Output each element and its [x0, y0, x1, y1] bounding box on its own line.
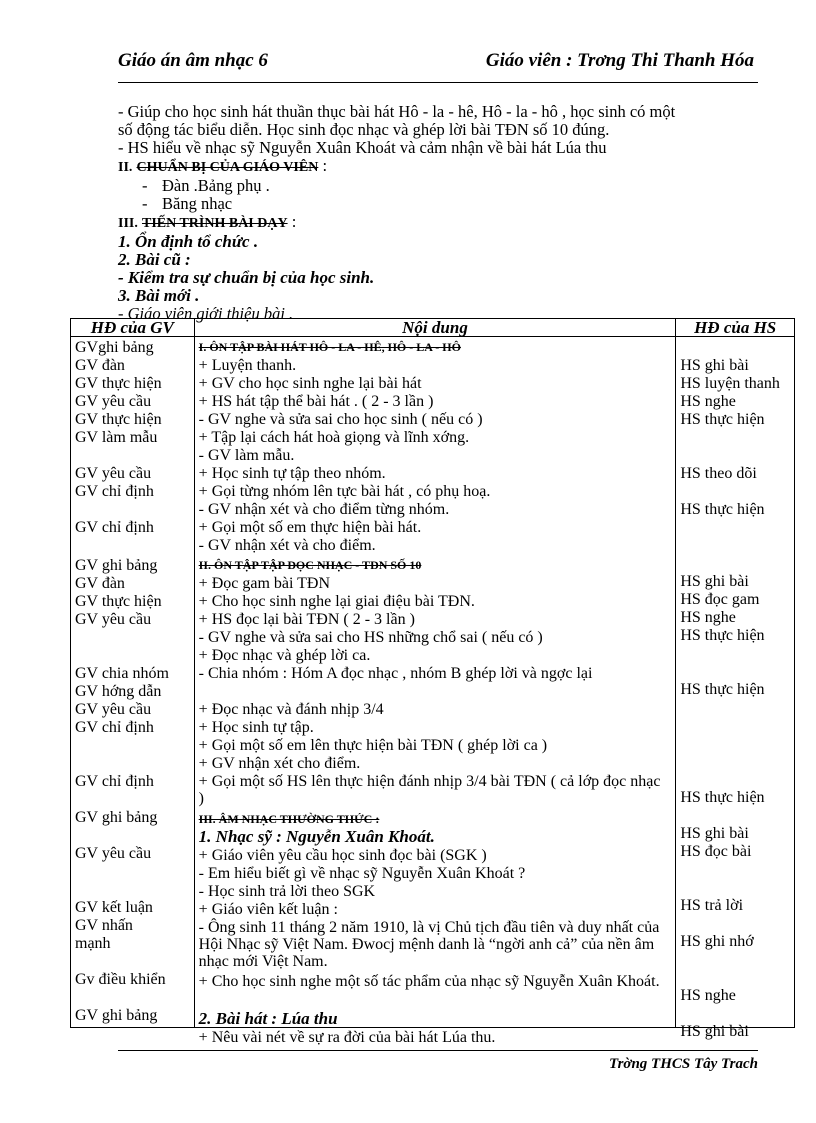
content-line: + Cho học sinh nghe lại giai điệu bài TĐN.: [198, 593, 475, 610]
gv-activity: GV thực hiện: [75, 411, 162, 428]
hs-activity: HS thực hiện: [680, 789, 765, 806]
hs-activity: HS thực hiện: [680, 411, 765, 428]
hs-activity: HS nghe: [680, 393, 736, 410]
gv-activity: GV kết luận: [75, 899, 153, 916]
content-line: + HS đọc lại bài TĐN ( 2 - 3 lần ): [198, 611, 415, 628]
section-heading: III. TIẾN TRÌNH BÀI DẠY :: [118, 212, 297, 231]
content-line: + Đọc nhạc và đánh nhịp 3/4: [198, 701, 384, 718]
intro-section: [118, 103, 758, 323]
gv-activity: GV ghi bảng: [75, 1007, 158, 1024]
hs-activity: HS thực hiện: [680, 627, 765, 644]
hs-activity: HS theo dõi: [680, 465, 757, 482]
gv-activity: GV chỉ định: [75, 519, 154, 536]
content-line: - GV nghe và sửa sai cho HS những chổ sai ( nếu có ): [198, 629, 543, 646]
content-line: + Học sinh tự tập theo nhóm.: [198, 465, 386, 482]
hs-activity: HS ghi nhớ: [680, 933, 754, 950]
hs-activity: HS thực hiện: [680, 681, 765, 698]
section2-title: CHUẨN BỊ CỦA GIÁO VIÊN: [136, 160, 319, 175]
table-row: [71, 337, 795, 1028]
gv-activity: GV chỉ định: [75, 773, 154, 790]
gv-activity: GV yêu cầu: [75, 465, 152, 482]
hs-activity: HS đọc bài: [680, 843, 752, 860]
hs-column: [676, 337, 795, 1040]
gv-activity: GV ghi bảng: [75, 557, 158, 574]
section-heading: II. CHUẨN BỊ CỦA GIÁO VIÊN :: [118, 156, 328, 175]
gv-activity: GV nhấn: [75, 917, 133, 934]
subsection-title: 1. Nhạc sỹ : Nguyễn Xuân Khoát.: [198, 827, 435, 846]
step-heading: 2. Bài cũ :: [118, 250, 191, 269]
gv-activity: GVghi bảng: [75, 339, 154, 356]
hs-activity: HS ghi bài: [680, 1023, 749, 1040]
intro-line: số động tác biểu diễn. Học sinh đọc nhạc và ghép lời bài TĐN số 10 đúng.: [118, 120, 610, 139]
gv-activity: GV chia nhóm: [75, 665, 169, 682]
content-line: + Tập lại cách hát hoà giọng và lĩnh xớng.: [198, 429, 470, 446]
hs-activity: HS đọc gam: [680, 591, 760, 608]
gv-activity: GV làm mẫu: [75, 429, 158, 446]
hs-activity: HS ghi bài: [680, 825, 749, 842]
table-header-row: [71, 319, 795, 337]
gv-activity: GV yêu cầu: [75, 611, 152, 628]
content-line: - GV làm mẫu.: [198, 447, 295, 464]
content-line: + Gọi một số em lên thực hiện bài TĐN ( ghép lời ca ): [198, 737, 548, 754]
column-header-gv: HĐ của GV: [71, 319, 195, 337]
hs-activity: HS nghe: [680, 609, 736, 626]
gv-activity: GV chỉ định: [75, 483, 154, 500]
gv-activity: GV đàn: [75, 357, 125, 374]
gv-activity: GV yêu cầu: [75, 845, 152, 862]
hs-activity: HS nghe: [680, 987, 736, 1004]
step-heading: 1. Ổn định tổ chức .: [118, 232, 259, 251]
gv-activity: GV đàn: [75, 575, 125, 592]
lesson-table: [70, 318, 795, 1046]
section1-title: I. ÔN TẬP BÀI HÁT HÔ - LA - HÊ, HÔ - LA - HÔ: [198, 340, 461, 354]
content-line: + GV cho học sinh nghe lại bài hát: [198, 375, 422, 392]
gv-activity: GV ghi bảng: [75, 809, 158, 826]
subsection-title: 2. Bài hát : Lúa thu: [198, 1009, 338, 1028]
content-line: + Luyện thanh.: [198, 357, 297, 374]
content-line: + GV nhận xét cho điểm.: [198, 755, 361, 772]
gv-activity: mạnh: [75, 935, 111, 952]
prep-item: - Đàn .Bảng phụ .: [142, 176, 270, 195]
section2-title: II. ÔN TẬP TẬP ĐỌC NHẠC - TĐN SỐ 10: [198, 558, 422, 572]
content-line: + Đọc gam bài TĐN: [198, 575, 331, 592]
prep-item: - Băng nhạc: [142, 194, 233, 213]
gv-activity: GV thực hiện: [75, 375, 162, 392]
gv-activity: GV yêu cầu: [75, 701, 152, 718]
content-line: + Nêu vài nét về sự ra đời của bài hát Lúa thu.: [198, 1029, 496, 1046]
content-line: - GV nhận xét và cho điểm.: [198, 537, 376, 554]
column-header-hs: HĐ của HS: [676, 319, 795, 337]
gv-activity: GV chỉ định: [75, 719, 154, 736]
header-right: Giáo viên : Trơng Thi Thanh Hóa: [485, 50, 754, 71]
hs-activity: HS thực hiện: [680, 501, 765, 518]
content-line: - Em hiểu biết gì về nhạc sỹ Nguyễn Xuân Khoát ?: [198, 865, 526, 882]
content-line: + Gọi một số em thực hiện bài hát.: [198, 519, 422, 536]
page-header: [118, 50, 758, 76]
intro-line: - Giúp cho học sinh hát thuần thục bài hát Hô - la - hê, Hô - la - hô , học sinh có một: [118, 102, 676, 121]
gv-activity: GV thực hiện: [75, 593, 162, 610]
section3-title: III. ÂM NHẠC THƯỜNG THỨC :: [198, 812, 380, 826]
content-column: [194, 337, 676, 1046]
content-line: + Gọi một số HS lên thực hiện đánh nhịp 3/4 bài TĐN ( cả lớp đọc nhạc ): [198, 773, 661, 807]
content-line: + Cho học sinh nghe một số tác phẩm của nhạc sỹ Nguyễn Xuân Khoát.: [198, 973, 660, 990]
step-heading: 3. Bài mới .: [118, 286, 200, 305]
content-line: - Chia nhóm : Hóm A đọc nhạc , nhóm B ghép lời và ngợc lại: [198, 665, 593, 682]
header-rule: [118, 82, 758, 83]
page-footer: Trờng THCS Tây Trach: [608, 1056, 758, 1072]
intro-line: - HS hiểu về nhạc sỹ Nguyễn Xuân Khoát và cảm nhận về bài hát Lúa thu: [118, 138, 607, 157]
content-line: + Giáo viên kết luận :: [198, 901, 338, 918]
content-line: - GV nhận xét và cho điểm từng nhóm.: [198, 501, 450, 518]
hs-activity: HS ghi bài: [680, 357, 749, 374]
gv-activity: GV hớng dẫn: [75, 683, 162, 700]
content-line: + Học sinh tự tập.: [198, 719, 314, 736]
content-line: - Ông sinh 11 tháng 2 năm 1910, là vị Chủ tịch đầu tiên và duy nhất của Hội Nhạc sỹ Việt Nam. Đwocj mệnh danh là “ngời anh cả” của nền âm nhạc mới Việt Nam.: [198, 919, 660, 970]
header-left: Giáo án âm nhạc 6: [118, 50, 268, 71]
column-header-content: Nội dung: [194, 319, 676, 337]
section3-title: TIẾN TRÌNH BÀI DẠY: [141, 216, 288, 231]
content-line: + Giáo viên yêu cầu học sinh đọc bài (SGK ): [198, 847, 487, 864]
hs-activity: HS trả lời: [680, 897, 744, 914]
gv-column: [71, 337, 195, 1028]
gv-activity: Gv điều khiển: [75, 971, 166, 988]
hs-activity: HS ghi bài: [680, 573, 749, 590]
step-subline: - Giáo viên giới thiệu bài .: [118, 304, 294, 323]
gv-activity: GV yêu cầu: [75, 393, 152, 410]
content-line: + HS hát tập thể bài hát . ( 2 - 3 lần ): [198, 393, 434, 410]
content-line: + Gọi từng nhóm lên tực bài hát , có phụ hoạ.: [198, 483, 491, 500]
hs-activity: HS luyện thanh: [680, 375, 780, 392]
step-subline: - Kiểm tra sự chuẩn bị của học sinh.: [118, 268, 375, 287]
footer-rule: [118, 1050, 758, 1051]
content-line: + Đọc nhạc và ghép lời ca.: [198, 647, 371, 664]
content-line: - Học sinh trả lời theo SGK: [198, 883, 376, 900]
content-line: - GV nghe và sửa sai cho học sinh ( nếu có ): [198, 411, 483, 428]
